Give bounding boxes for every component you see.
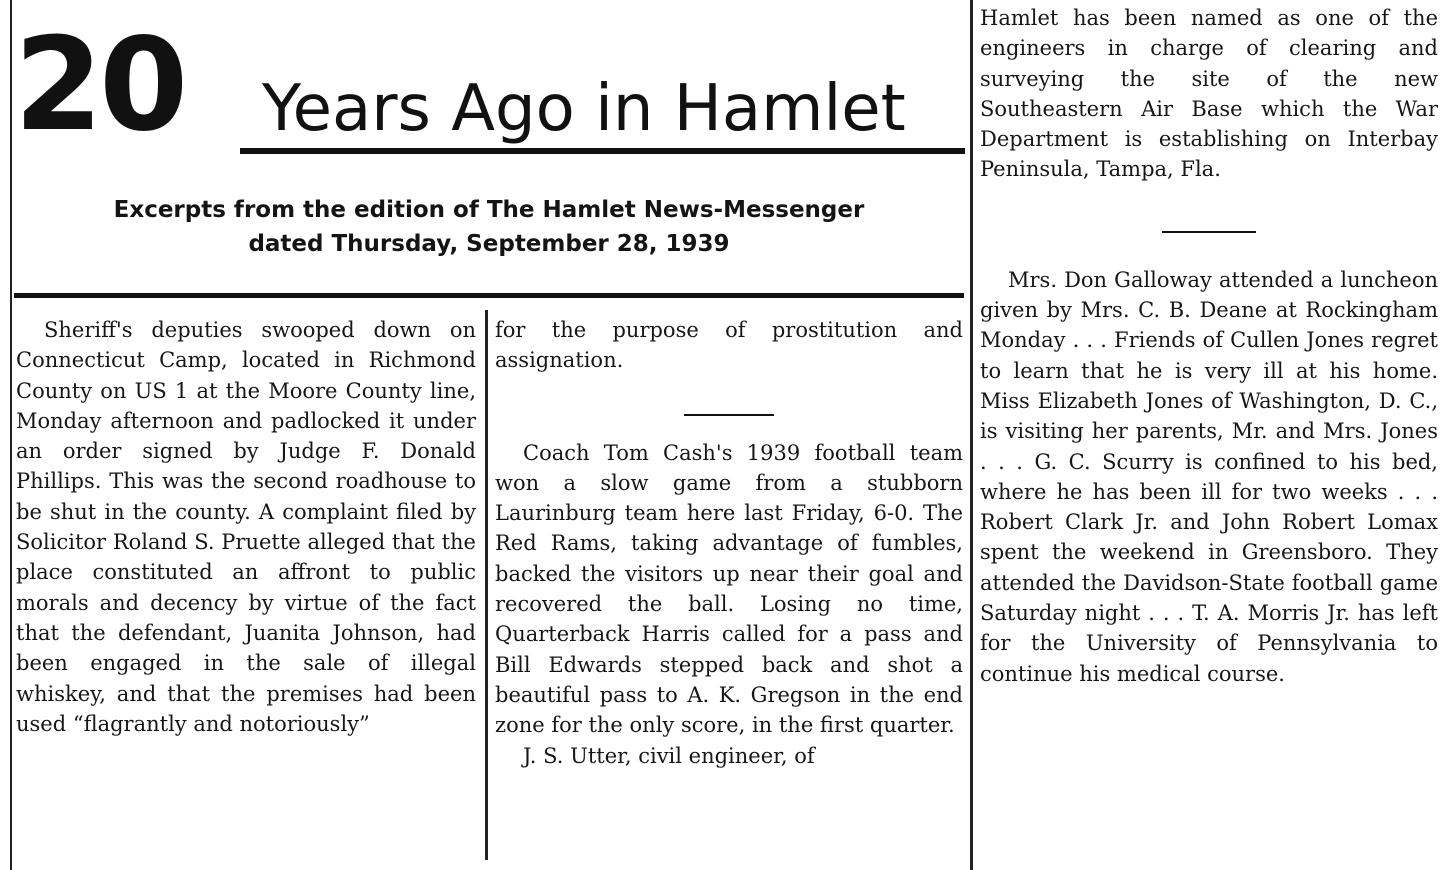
article-football: Coach Tom Cash's 1939 football team won a slow game from a stubborn Laurinburg team here last Friday, 6-0. The Red Rams, taking advantage of fumbles, backed the visitors up near their goal and recovered the ball. Losing no time, Quarterback Harris called for a pass and Bill Edwards stepped back and shot a beautiful pass to A. K. Gregson in the end zone for the only score, in the first quarter. <box>495 440 963 738</box>
header-title: Years Ago in Hamlet <box>262 72 906 146</box>
excerpt-line-1: Excerpts from the edition of The Hamlet News-Messenger <box>113 197 865 223</box>
article-divider <box>1162 231 1256 233</box>
article-divider <box>684 414 774 416</box>
column-1 <box>16 315 476 739</box>
header-underline <box>240 148 965 154</box>
header-bottom-rule <box>14 293 964 298</box>
article-utter-start: J. S. Utter, civil engineer, of <box>523 743 815 768</box>
excerpt-note <box>14 193 964 261</box>
article-sheriff-raid-continued: for the purpose of prostitution and assignation. <box>495 318 963 373</box>
excerpt-line-2: dated Thursday, September 28, 1939 <box>248 231 730 257</box>
column-2 <box>495 315 963 771</box>
left-border-rule <box>10 0 12 870</box>
header-number: 20 <box>14 11 185 160</box>
article-sheriff-raid: Sheriff's deputies swooped down on Connecticut Camp, located in Richmond County on US 1 at the Moore County line, Monday afternoon and padlocked it under an order signed by Judge F. Donald Phillips. This was the second roadhouse to be shut in the county. A complaint filed by Solicitor Roland S. Pruette alleged that the place constituted an affront to public morals and decency by virtue of the fact that the defendant, Juanita Johnson, had been engaged in the sale of illegal whiskey, and that the premises had been used “flagrantly and notoriously” <box>16 318 476 736</box>
column-rule-right <box>970 0 973 870</box>
article-social-notes: Mrs. Don Galloway attended a luncheon given by Mrs. C. B. Deane at Rockingham Monday . . . Friends of Cullen Jones regret to learn that he is very ill at his home. Miss Elizabeth Jones of Washington, D. C., is visiting her parents, Mr. and Mrs. Jones . . . G. C. Scurry is confined to his bed, where he has been ill for two weeks . . . Robert Clark Jr. and John Robert Lomax spent the weekend in Greensboro. They attended the Davidson-State football game Saturday night . . . T. A. Morris Jr. has left for the University of Pennsylvania to continue his medical course. <box>980 267 1438 686</box>
column-rule-middle <box>485 310 488 860</box>
article-utter-continued: Hamlet has been named as one of the engineers in charge of clearing and surveying the site of the new Southeastern Air Base which the War Department is establishing on Interbay Peninsula, Tampa, Fla. <box>980 6 1438 182</box>
column-3 <box>980 3 1438 689</box>
